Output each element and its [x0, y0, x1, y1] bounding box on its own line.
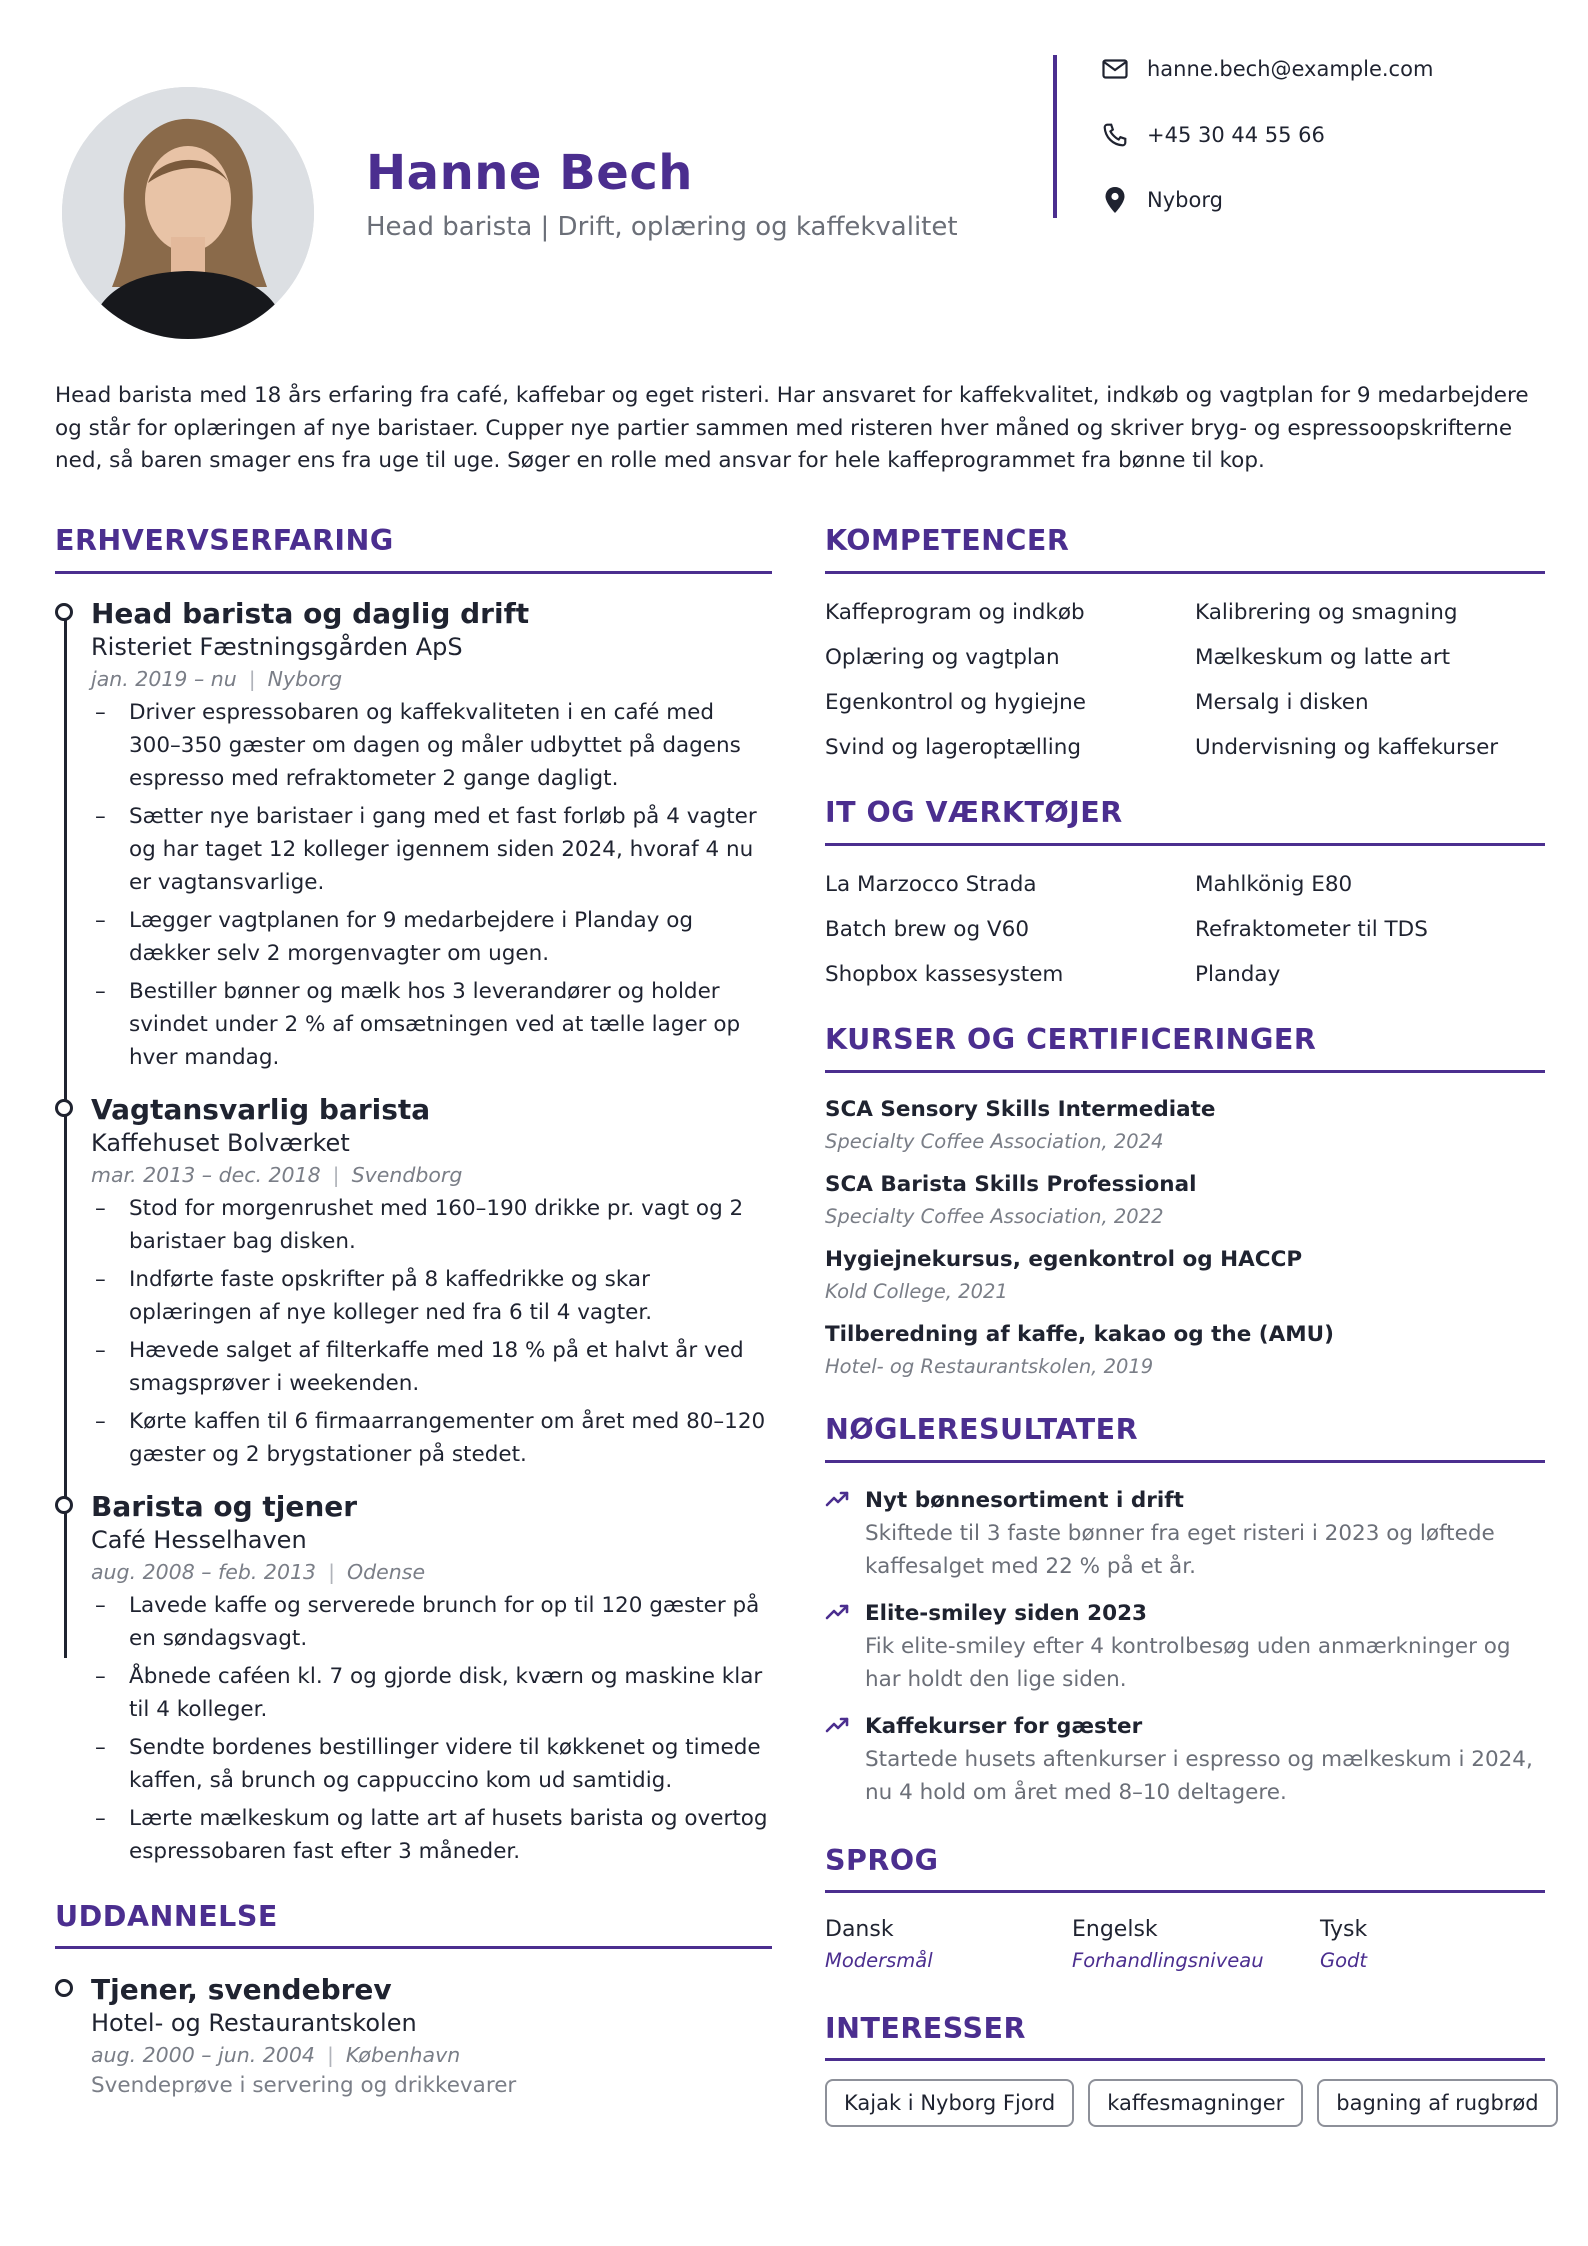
cert-issuer: Hotel- og Restaurantskolen, 2019 — [825, 1355, 1154, 1378]
bullet-item: – Sendte bordenes bestillinger videre til køkkenet og timede kaffen, så brunch og cappuccino kom ud samtidig. — [91, 1731, 771, 1797]
job-title: Head barista og daglig drift — [91, 597, 530, 630]
result-title: Elite-smiley siden 2023 — [865, 1601, 1147, 1626]
section-rule-skills — [825, 571, 1545, 574]
section-title-interests: INTERESSER — [825, 2012, 1026, 2045]
bullet-item: – Bestiller bønner og mælk hos 3 leverandører og holder svindet under 2 % af omsætningen ved at tælle lager op hver mandag. — [91, 975, 771, 1074]
cert-name: SCA Barista Skills Professional — [825, 1172, 1197, 1197]
section-rule-experience — [55, 571, 772, 574]
language-item — [1072, 1914, 1312, 1976]
tool-item: Shopbox kassesystem — [825, 962, 1064, 987]
timeline-dot — [55, 1099, 73, 1117]
tool-item: Planday — [1195, 962, 1281, 987]
education-meta: aug. 2000 – jun. 2004 | København — [91, 2043, 461, 2067]
cert-item — [825, 1094, 1545, 1157]
job-meta: jan. 2019 – nu | Nyborg — [91, 667, 343, 691]
result-title: Nyt bønnesortiment i drift — [865, 1488, 1184, 1513]
contact-email[interactable] — [1100, 54, 1433, 84]
job-bullets — [91, 1589, 771, 1868]
job-dates: jan. 2019 – nu — [91, 667, 237, 691]
section-rule-languages — [825, 1890, 1545, 1893]
skill-item: Kalibrering og smagning — [1195, 600, 1458, 625]
contact-divider — [1053, 55, 1057, 218]
experience-item — [91, 597, 771, 1079]
contact-phone[interactable] — [1100, 120, 1325, 150]
education-school: Hotel- og Restaurantskolen — [91, 2009, 417, 2037]
section-title-education: UDDANNELSE — [55, 1900, 278, 1933]
job-meta: aug. 2008 – feb. 2013 | Odense — [91, 1560, 426, 1584]
job-meta: mar. 2013 – dec. 2018 | Svendborg — [91, 1163, 463, 1187]
language-name: Tysk — [1320, 1917, 1368, 1942]
job-dates: mar. 2013 – dec. 2018 — [91, 1163, 321, 1187]
cert-item — [825, 1244, 1545, 1307]
result-title: Kaffekurser for gæster — [865, 1714, 1143, 1739]
timeline-dot — [55, 603, 73, 621]
section-rule-tools — [825, 843, 1545, 846]
cert-name: SCA Sensory Skills Intermediate — [825, 1097, 1216, 1122]
language-level: Forhandlingsniveau — [1072, 1949, 1264, 1972]
bullet-item: – Åbnede caféen kl. 7 og gjorde disk, kværn og maskine klar til 4 kolleger. — [91, 1660, 771, 1726]
bullet-item: – Hævede salget af filterkaffe med 18 % på et halvt år ved smagsprøver i weekenden. — [91, 1334, 771, 1400]
email-text[interactable]: hanne.bech@example.com — [1147, 57, 1434, 81]
section-title-experience: ERHVERVSERFARING — [55, 524, 394, 557]
interest-chip: kaffesmagninger — [1088, 2079, 1303, 2127]
result-description: Startede husets aftenkurser i espresso og mælkeskum i 2024, nu 4 hold om året med 8–10 deltagere. — [865, 1747, 1533, 1805]
result-item — [825, 1485, 1545, 1583]
section-rule-certs — [825, 1070, 1545, 1073]
bullet-item: – Lavede kaffe og serverede brunch for op til 120 gæster på en søndagsvagt. — [91, 1589, 771, 1655]
profile-summary: Head barista med 18 års erfaring fra café, kaffebar og eget risteri. Har ansvaret for kaffekvalitet, indkøb og vagtplan for 9 medarbejdere og står for oplæringen af nye baristaer. Cupper nye partier sammen med risteren hver måned og skriver bryg- og espressoopskrifterne ned, så baren smager ens fra uge til uge. Søger en rolle med ansvar for hele kaffeprogrammet fra bønne til kop. — [55, 383, 1529, 473]
bullet-item: – Lærte mælkeskum og latte art af husets barista og overtog espressobaren fast efter 3 måneder. — [91, 1802, 771, 1868]
phone-icon — [1100, 120, 1130, 150]
language-level: Godt — [1320, 1949, 1368, 1972]
cert-item — [825, 1319, 1545, 1382]
job-title: Barista og tjener — [91, 1490, 358, 1523]
section-rule-results — [825, 1460, 1545, 1463]
language-name: Engelsk — [1072, 1917, 1158, 1942]
tool-item: Batch brew og V60 — [825, 917, 1029, 942]
cert-issuer: Specialty Coffee Association, 2024 — [825, 1130, 1164, 1153]
skill-item: Oplæring og vagtplan — [825, 645, 1060, 670]
section-title-tools: IT OG VÆRKTØJER — [825, 796, 1123, 829]
job-place: Nyborg — [267, 667, 343, 691]
result-item — [825, 1598, 1545, 1696]
bullet-item: – Sætter nye baristaer i gang med et fast forløb på 4 vagter og har taget 12 kolleger igennem siden 2024, hvoraf 4 nu er vagtansvarlige. — [91, 800, 771, 899]
bullet-item: – Kørte kaffen til 6 firmaarrangementer om året med 80–120 gæster og 2 brygstationer på stedet. — [91, 1405, 771, 1471]
education-title: Tjener, svendebrev — [91, 1973, 392, 2006]
bullet-item: – Driver espressobaren og kaffekvaliteten i en café med 300–350 gæster om dagen og måler udbyttet på dagens espresso med refraktometer 2 gange dagligt. — [91, 696, 771, 795]
location-pin-icon — [1100, 185, 1130, 215]
language-name: Dansk — [825, 1917, 894, 1942]
tool-item: La Marzocco Strada — [825, 872, 1037, 897]
job-employer: Café Hesselhaven — [91, 1526, 307, 1554]
job-dates: aug. 2008 – feb. 2013 — [91, 1560, 317, 1584]
cert-name: Tilberedning af kaffe, kakao og the (AMU) — [825, 1322, 1334, 1347]
cert-item — [825, 1169, 1545, 1232]
phone-text[interactable]: +45 30 44 55 66 — [1147, 123, 1325, 147]
skills-grid — [825, 590, 1545, 770]
mail-icon — [1100, 54, 1130, 84]
candidate-headline: Head barista | Drift, oplæring og kaffekvalitet — [366, 212, 958, 242]
result-description: Skiftede til 3 faste bønner fra eget risteri i 2023 og løftede kaffesalget med 22 % på et år. — [865, 1521, 1495, 1579]
job-title: Vagtansvarlig barista — [91, 1093, 431, 1126]
tools-grid — [825, 862, 1545, 997]
section-rule-interests — [825, 2058, 1545, 2061]
education-note: Svendeprøve i servering og drikkevarer — [91, 2073, 517, 2098]
language-item — [1320, 1914, 1560, 1976]
bullet-item: – Stod for morgenrushet med 160–190 drikke pr. vagt og 2 baristaer bag disken. — [91, 1192, 771, 1258]
job-place: Odense — [347, 1560, 426, 1584]
education-dates: aug. 2000 – jun. 2004 — [91, 2043, 315, 2067]
skill-item: Egenkontrol og hygiejne — [825, 690, 1086, 715]
section-title-certs: KURSER OG CERTIFICERINGER — [825, 1023, 1317, 1056]
section-title-skills: KOMPETENCER — [825, 524, 1070, 557]
skill-item: Svind og lageroptælling — [825, 735, 1082, 760]
education-place: København — [345, 2043, 461, 2067]
job-bullets — [91, 696, 771, 1074]
section-title-languages: SPROG — [825, 1844, 939, 1877]
interest-chip: bagning af rugbrød — [1317, 2079, 1557, 2127]
avatar-illustration — [62, 87, 314, 339]
interest-chips — [825, 2079, 1558, 2127]
job-employer: Kaffehuset Bolværket — [91, 1129, 350, 1157]
timeline-dot — [55, 1496, 73, 1514]
timeline-dot — [55, 1979, 73, 1997]
tool-item: Mahlkönig E80 — [1195, 872, 1353, 897]
education-item — [91, 1973, 771, 2101]
job-place: Svendborg — [351, 1163, 463, 1187]
bullet-item: – Lægger vagtplanen for 9 medarbejdere i Planday og dækker selv 2 morgenvagter om ugen. — [91, 904, 771, 970]
location-text: Nyborg — [1147, 188, 1223, 212]
result-description: Fik elite-smiley efter 4 kontrolbesøg uden anmærkninger og har holdt den lige siden. — [865, 1634, 1511, 1692]
trend-up-icon — [825, 1489, 851, 1509]
skill-item: Undervisning og kaffekurser — [1195, 735, 1499, 760]
section-rule-education — [55, 1946, 772, 1949]
experience-item — [91, 1093, 771, 1476]
job-bullets — [91, 1192, 771, 1471]
result-item — [825, 1711, 1545, 1809]
tool-item: Refraktometer til TDS — [1195, 917, 1428, 942]
interest-chip: Kajak i Nyborg Fjord — [825, 2079, 1074, 2127]
skill-item: Kaffeprogram og indkøb — [825, 600, 1085, 625]
skill-item: Mersalg i disken — [1195, 690, 1369, 715]
cert-name: Hygiejnekursus, egenkontrol og HACCP — [825, 1247, 1303, 1272]
job-employer: Risteriet Fæstningsgården ApS — [91, 633, 463, 661]
candidate-name: Hanne Bech — [366, 145, 693, 201]
bullet-item: – Indførte faste opskrifter på 8 kaffedrikke og skar oplæringen af nye kolleger ned fra 6 til 4 vagter. — [91, 1263, 771, 1329]
contact-location — [1100, 185, 1223, 215]
cert-issuer: Kold College, 2021 — [825, 1280, 1008, 1303]
language-item — [825, 1914, 1065, 1976]
cert-issuer: Specialty Coffee Association, 2022 — [825, 1205, 1164, 1228]
language-level: Modersmål — [825, 1949, 933, 1972]
experience-item — [91, 1490, 771, 1873]
trend-up-icon — [825, 1602, 851, 1622]
skill-item: Mælkeskum og latte art — [1195, 645, 1451, 670]
section-title-results: NØGLERESULTATER — [825, 1413, 1139, 1446]
trend-up-icon — [825, 1715, 851, 1735]
profile-photo — [62, 87, 314, 339]
